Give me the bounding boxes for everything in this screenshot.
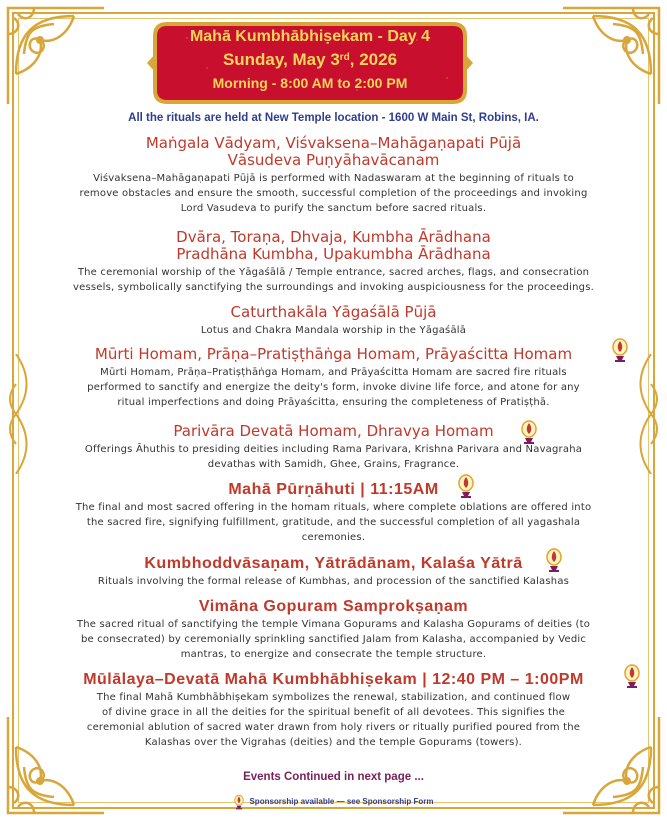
events-continued-note: Events Continued in next page ... (243, 771, 424, 783)
ritual-description: The final Mahā Kumbhābhiṣekam symbolizes the renewal, stabilization, and continued flow (96, 692, 571, 703)
corner-ornament (4, 4, 114, 114)
ritual-description: Lotus and Chakra Mandala worship in the Yāgaśālā (200, 325, 467, 336)
ritual-description: performed to sanctify and energize the deity's form, invoke divine life force, and atone for any (87, 382, 580, 393)
ritual-section (24, 346, 643, 410)
ritual-title: Mahā Pūrṇāhuti | 11:15AM (228, 481, 439, 498)
ritual-description: vessels, symbolically sanctifying the surroundings and invoking auspiciousness for the proceedings. (73, 282, 594, 293)
ritual-title: Caturthakāla Yāgaśālā Pūjā (230, 303, 437, 321)
ritual-description: be consecrated) by ceremonially sprinkling sanctified Jalam from Kalasha, accompanied by Vedic (80, 634, 587, 645)
ritual-title: Parivāra Devatā Homam, Dhravya Homam (173, 422, 494, 440)
ritual-description: Mūrti Homam, Prāṇa–Pratiṣṭhāṅga Homam, and Prāyaścitta Homam are sacred fire rituals (100, 367, 567, 378)
ritual-description: devathas with Samidh, Ghee, Grains, Fragrance. (207, 459, 460, 470)
ritual-description: Rituals involving the formal release of Kumbhas, and procession of the sanctified Kalashas (97, 576, 570, 587)
ritual-section (24, 135, 643, 216)
ritual-description: of divine grace in all the deities for the spiritual benefit of all devotees. This signifies the (102, 707, 565, 718)
ritual-title: Pradhāna Kumbha, Upakumbha Ārādhana (176, 245, 491, 263)
ritual-section (24, 304, 643, 338)
ritual-description: The ceremonial worship of the Yāgaśālā / Temple entrance, sacred arches, flags, and consecration (77, 267, 590, 278)
ritual-description: The final and most sacred offering in the homam rituals, where complete oblations are offered into (75, 502, 592, 513)
ritual-description: Viśvaksena–Mahāgaṇapati Pūjā is performed with Nadaswaram at the beginning of rituals to (93, 173, 574, 184)
ritual-description: The sacred ritual of sanctifying the temple Vimana Gopurams and Kalasha Gopurams of deities (to (76, 619, 591, 630)
ritual-description: Lord Vasudeva to purify the sanctum before sacred rituals. (180, 203, 487, 214)
ritual-description: ritual imperfections and doing Prāyaścitta, ensuring the completeness of Pratiṣṭhā. (117, 397, 550, 408)
sponsorship-lamp-icon (520, 419, 538, 445)
ritual-title: Vāsudeva Puṇyāhavācanam (227, 151, 440, 169)
ritual-description: Kalashas over the Vigrahas (deities) and the temple Gopurams (towers). (144, 737, 523, 748)
sponsorship-legend (0, 794, 667, 810)
ritual-description: remove obstacles and ensure the smooth, successful completion of the proceedings and invoking (79, 188, 588, 199)
corner-ornament (553, 4, 663, 114)
ritual-title: Vimāna Gopuram Samprokṣaṇam (198, 598, 469, 615)
ritual-title: Mūlālaya–Devatā Mahā Kumbhābhiṣekam | 12:40 PM – 1:00PM (83, 671, 584, 688)
banner-time: Morning - 8:00 AM to 2:00 PM (212, 75, 408, 91)
ritual-description: mantras, to energize and consecrate the temple structure. (180, 649, 487, 660)
ritual-description: Offerings Āhuthis to presiding deities including Rama Parivara, Krishna Parivara and Navagraha (84, 444, 583, 455)
sponsorship-lamp-icon (611, 337, 629, 363)
ritual-section (24, 598, 643, 662)
ritual-description: the sacred fire, signifying fulfillment, gratitude, and the successful completion of all yagashala (86, 517, 581, 528)
ritual-description: ceremonial ablution of sacred water drawn from holy rivers or ritually purified poured from the (86, 722, 581, 733)
ritual-section (24, 671, 643, 750)
title-banner (147, 18, 473, 108)
ritual-section (24, 423, 643, 472)
banner-event-title: Mahā Kumbhābhiṣekam - Day 4 (189, 28, 431, 45)
ritual-section (24, 481, 643, 545)
ritual-title: Maṅgala Vādyam, Viśvaksena–Mahāgaṇapati Pūjā (145, 134, 522, 152)
sponsorship-lamp-icon (623, 663, 641, 689)
ritual-title: Kumbhoddvāsaṇam, Yātrādānam, Kalaśa Yātrā (144, 555, 523, 572)
banner-date: Sunday, May 3rd, 2026 (222, 50, 398, 69)
sponsorship-lamp-icon (457, 473, 475, 499)
ritual-title: Mūrti Homam, Prāṇa–Pratiṣṭhāṅga Homam, Prāyaścitta Homam (94, 345, 573, 363)
sponsorship-lamp-icon (233, 794, 245, 810)
ritual-section (24, 229, 643, 295)
sponsorship-lamp-icon (545, 547, 563, 573)
sponsorship-legend-text: Sponsorship available — see Sponsorship Form (249, 797, 434, 807)
location-note: All the rituals are held at New Temple location - 1600 W Main St, Robins, IA. (128, 112, 539, 124)
ritual-description: ceremonies. (301, 532, 366, 543)
ritual-title: Dvāra, Toraṇa, Dhvaja, Kumbha Ārādhana (176, 228, 491, 246)
